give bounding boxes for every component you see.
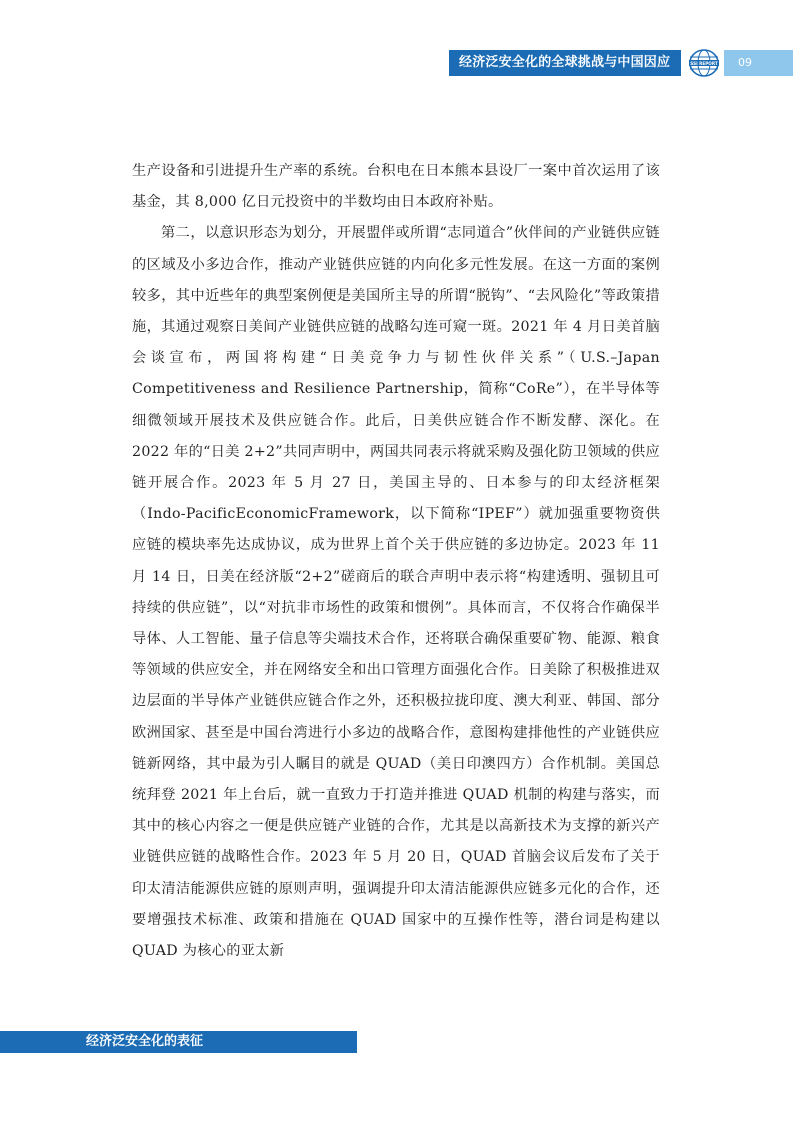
ssi-report-logo-icon <box>689 49 719 77</box>
footer-section-bar <box>0 1031 357 1053</box>
header-title-bar <box>449 50 681 76</box>
main-text <box>132 156 660 967</box>
page-number-box <box>724 50 793 76</box>
footer-section-title: 经济泛安全化的表征 <box>86 1034 204 1049</box>
header-title: 经济泛安全化的全球挑战与中国因应 <box>459 55 671 70</box>
paragraph: 生产设备和引进提升生产率的系统。台积电在日本熊本县设厂一案中首次运用了该基金，其 8,000 亿日元投资中的半数均由日本政府补贴。 <box>132 163 660 211</box>
logo-text: SSI REPORT <box>690 60 718 66</box>
paragraph: 第二，以意识形态为划分，开展盟伴或所谓“志同道合”伙伴间的产业链供应链的区域及小多边合作，推动产业链供应链的内向化多元性发展。在这一方面的案例较多，其中近些年的典型案例便是美国所主导的所谓“脱钩”、“去风险化”等政策措施，其通过观察日美间产业链供应链的战略勾连可窥一斑。2021 年 4 月日美首脑会谈宣布，两国将构建“日美竞争力与韧性伙伴关系”（U.S.–Japan Competitiveness and Resilience Partnership，简称“CoRe”），在半导体等细微领域开展技术及供应链合作。此后，日美供应链合作不断发酵、深化。在 2022 年的“日美 2+2”共同声明中，两国共同表示将就采购及强化防卫领域的供应链开展合作。2023 年 5 月 27 日，美国主导的、日本参与的印太经济框架（Indo-PacificEconomicFramework，以下简称“IPEF”）就加强重要物资供应链的模块率先达成协议，成为世界上首个关于供应链的多边协定。2023 年 11 月 14 日，日美在经济版“2+2”磋商后的联合声明中表示将“构建透明、强韧且可持续的供应链”，以“对抗非市场性的政策和惯例”。具体而言，不仅将合作确保半导体、人工智能、量子信息等尖端技术合作，还将联合确保重要矿物、能源、粮食等领域的供应安全，并在网络安全和出口管理方面强化合作。日美除了积极推进双边层面的半导体产业链供应链合作之外，还积极拉拢印度、澳大利亚、韩国、部分欧洲国家、甚至是中国台湾进行小多边的战略合作，意图构建排他性的产业链供应链新网络，其中最为引人瞩目的就是 QUAD（美日印澳四方）合作机制。美国总统拜登 2021 年上台后，就一直致力于打造并推进 QUAD 机制的构建与落实，而其中的核心内容之一便是供应链产业链的合作，尤其是以高新技术为支撑的新兴产业链供应链的战略性合作。2023 年 5 月 20 日，QUAD 首脑会议后发布了关于印太清洁能源供应链的原则声明，强调提升印太清洁能源供应链多元化的合作，还要增强技术标准、政策和措施在 QUAD 国家中的互操作性等，潜台词是构建以 QUAD 为核心的亚太新 <box>132 225 660 960</box>
page-number: 09 <box>738 56 752 69</box>
